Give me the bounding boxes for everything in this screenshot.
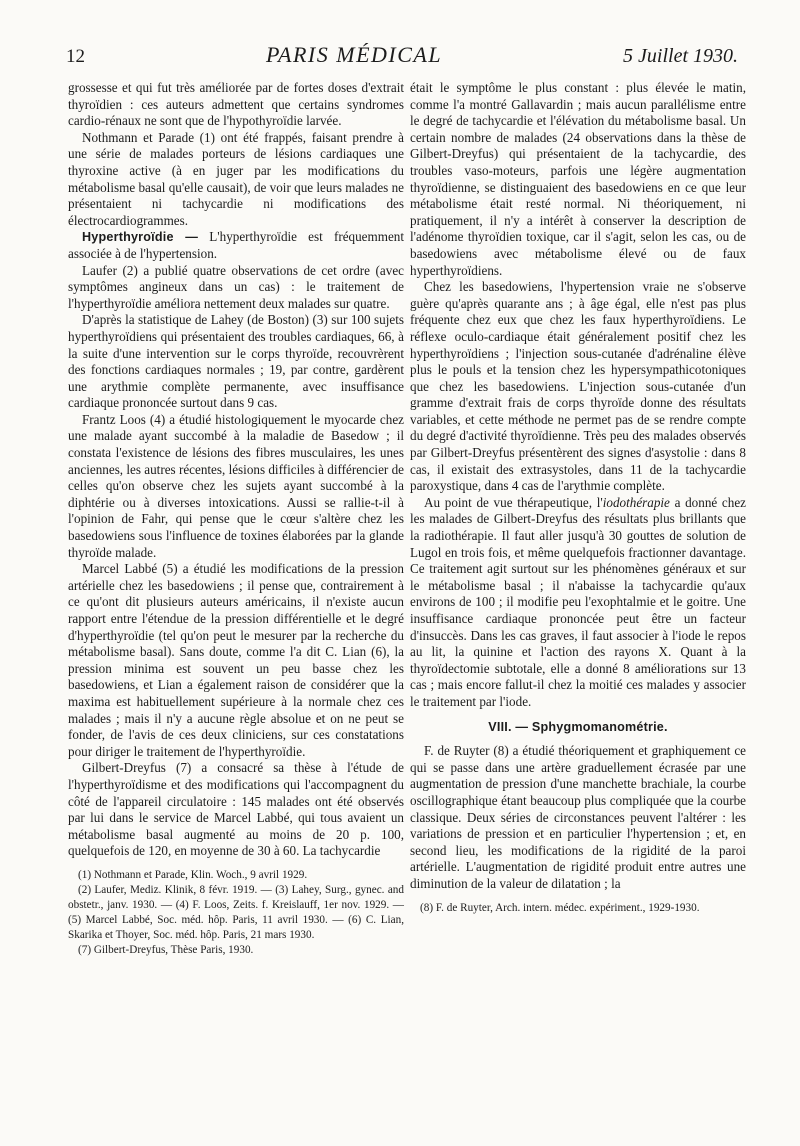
paragraph: était le symptôme le plus constant : plus élevée le matin, comme l'a montré Gallavardin ; mais aucun parallélisme entre le degré de tachycardie et l'élévation du métabolisme basal. Un certain nombre de malades (24 observations dans la thèse de Gilbert-Dreyfus) qui présentaient de la tachycardie, des troubles vaso-moteurs, parfois une légère augmentation thyroïdienne, se distinguaient des basedowiens en ce que leur métabolisme était resté normal. Ni théoriquement, ni pratiquement, il n'y a intérêt à conserver la description de l'adénome thyroïdien toxique, car il s'agit, selon les cas, ou de basedowiens avec métabolisme élevé ou de faux hyperthyroïdiens. (410, 80, 746, 278)
paragraph: F. de Ruyter (8) a étudié théoriquement et graphiquement ce qui se passe dans une artère graduellement écrasée par une augmentation de pression d'une manchette brachiale, la courbe oscillographique étant beaucoup plus compliquée que la courbe classique. Deux séries de circonstances peuvent l'altérer : les variations de pression et en particulier l'hypertension ; et, en second lieu, les modifications de la rigidité de la paroi artérielle. L'augmentation de rigidité produit entre autres une diminution de la valeur de dilatation ; la (410, 743, 746, 891)
paragraph: Marcel Labbé (5) a étudié les modifications de la pression artérielle chez les basedowiens ; il pense que, contrairement à ce qu'ont dit plusieurs auteurs américains, il n'existe aucun rapport entre l'étendue de la pression différentielle et le degré d'hyperthyroïdie (tel qu'on peut le mesurer par la recherche du métabolisme basal). Sans doute, comme l'a dit C. Lian (6), la pression minima est souvent un peu basse chez les basedowiens, et Lian a également raison de considérer que la maxima est habituellement supérieure à la normale chez ces malades ; mais il n'y a aucune règle absolue et on ne peut se fonder, de l'avis de ces deux cliniciens, sur ces constatations pour diriger le traitement de l'hyperthyroïdie. (68, 561, 404, 759)
paragraph: Laufer (2) a publié quatre observations de cet ordre (avec symptômes angineux dans un cas) : le traitement de l'hyperthyroïdie améliora nettement deux malades sur quatre. (68, 262, 404, 311)
paragraph-hyperthyroidie (68, 229, 404, 262)
paragraph: D'après la statistique de Lahey (de Boston) (3) sur 100 sujets hyperthyroïdiens qui présentaient des troubles cardiaques, 66, à la suite d'une intervention sur le corps thyroïde, recouvrèrent des fonctions cardiaques normales ; 19, par contre, gardèrent une arythmie complète permanente, avec insuffisance cardiaque prononcée surtout dans 9 cas. (68, 312, 404, 411)
footnote: (1) Nothmann et Parade, Klin. Woch., 9 avril 1929. (78, 868, 308, 881)
footnotes (68, 868, 404, 958)
page-number: 12 (66, 46, 85, 67)
paragraph-text: L'hyperthyroïdie est fréquemment associée à de l'hypertension. (68, 229, 404, 261)
left-column (68, 80, 404, 958)
section-heading: VIII. — Sphygmomanométrie. (488, 719, 668, 734)
paragraph: Nothmann et Parade (1) ont été frappés, faisant prendre à une série de malades porteurs de lésions cardiaques une thyroxine active (à en juger par les modifications du métabolisme basal qu'elle causait), de voir que leurs malades ne présentaient ni tachycardie ni modifications des électrocardiogrammes. (68, 129, 404, 228)
emphasis-term: iodothérapie (602, 494, 670, 510)
footnotes (410, 901, 746, 916)
paragraph: Gilbert-Dreyfus (7) a consacré sa thèse à l'étude de l'hyperthyroïdisme et des modifications qui l'accompagnent du côté de l'appareil circulatoire : 145 malades ont été observés par lui dans le service de Marcel Labbé, qui tous avaient un métabolisme basal augmenté au moins de 20 p. 100, quelquefois de 120, en moyenne de 30 à 60. La tachycardie (68, 760, 404, 859)
journal-title: PARIS MÉDICAL (265, 42, 443, 67)
paragraph-therapeutique (410, 495, 746, 711)
page-header (66, 42, 738, 76)
issue-date: 5 Juillet 1930. (623, 45, 738, 67)
paragraph-text: Au point de vue thérapeutique, l' (424, 494, 603, 510)
paragraph: Frantz Loos (4) a étudié histologiquement le myocarde chez une malade ayant succombé à la maladie de Basedow ; il constata l'existence de lésions des fibres musculaires, les unes anciennes, les autres récentes, lésions difficiles à différencier de celles qu'on observe chez les sujets ayant succombé à la diphtérie ou à diverses intoxications. Aussi se rallie-t-il à l'opinion de Fahr, qui pense que le cœur s'altère chez les basedowiens sous l'influence de toxines élaborées par la glande thyroïde malade. (68, 411, 404, 560)
right-column (410, 80, 746, 916)
paragraph: grossesse et qui fut très améliorée par de fortes doses d'extrait thyroïdien : ces auteurs admettent que certains syndromes cardio-rénaux ne sont que de l'hypothyroïdie larvée. (68, 80, 404, 129)
footnote: (2) Laufer, Mediz. Klinik, 8 févr. 1919. — (3) Lahey, Surg., gynec. and obstetr., janv. 1930. — (4) F. Loos, Zeits. f. Kreislauff, 1er nov. 1929. — (5) Marcel Labbé, Soc. méd. hôp. Paris, 11 avril 1930. — (6) C. Lian, Skarika et Thoyer, Soc. méd. hôp. Paris, 21 mars 1930. (68, 883, 404, 941)
paragraph: Chez les basedowiens, l'hypertension vraie ne s'observe guère qu'après quarante ans ; à âge égal, elle n'est pas plus fréquente chez eux que chez les faux hyperthyroïdiens. Le réflexe oculo-cardiaque était généralement positif chez les hyperthyroïdiens ; l'injection sous-cutanée d'adrénaline élève plus le pouls et la tension chez les hypersympathicotoniques que chez les basedowiens. L'injection sous-cutanée d'un gramme d'extrait frais de corps thyroïde donne des résultats variables, et cette méthode ne permet pas de se rendre compte du degré d'activité thyroïdienne. Très peu des malades observés par Gilbert-Dreyfus présentèrent des signes d'asystolie : dans 8 cas, il existait des extrasystoles, dans 11 de la tachycardie paroxystique, dans 4 cas de l'arythmie complète. (410, 279, 746, 494)
paragraph-text: a donné chez les malades de Gilbert-Dreyfus des résultats plus brillants que la radiothérapie. Il faut aller jusqu'à 30 gouttes de solution de Lugol en trois fois, et même quelquefois fractionner davantage. Ce traitement agit surtout sur les phénomènes généraux et sur le métabolisme basal ; il n'abaisse la tachycardie qu'aux environs de 100 ; il modifie peu l'exophtalmie et le goitre. Une insuffisance cardiaque prononcée peut être un facteur d'insuccès. Dans les cas graves, il faut associer à l'iode le repos au lit, la quinine et l'action des rayons X. Quant à la thyroïdectomie subtotale, elle a donné 8 améliorations sur 13 cas ; mais encore fallut-il chez la moitié ces malades y associer le traitement par l'iode. (410, 494, 746, 709)
run-in-heading: Hyperthyroïdie — (82, 230, 199, 245)
footnote: (7) Gilbert-Dreyfus, Thèse Paris, 1930. (78, 943, 254, 956)
footnote: (8) F. de Ruyter, Arch. intern. médec. expériment., 1929-1930. (420, 901, 700, 914)
